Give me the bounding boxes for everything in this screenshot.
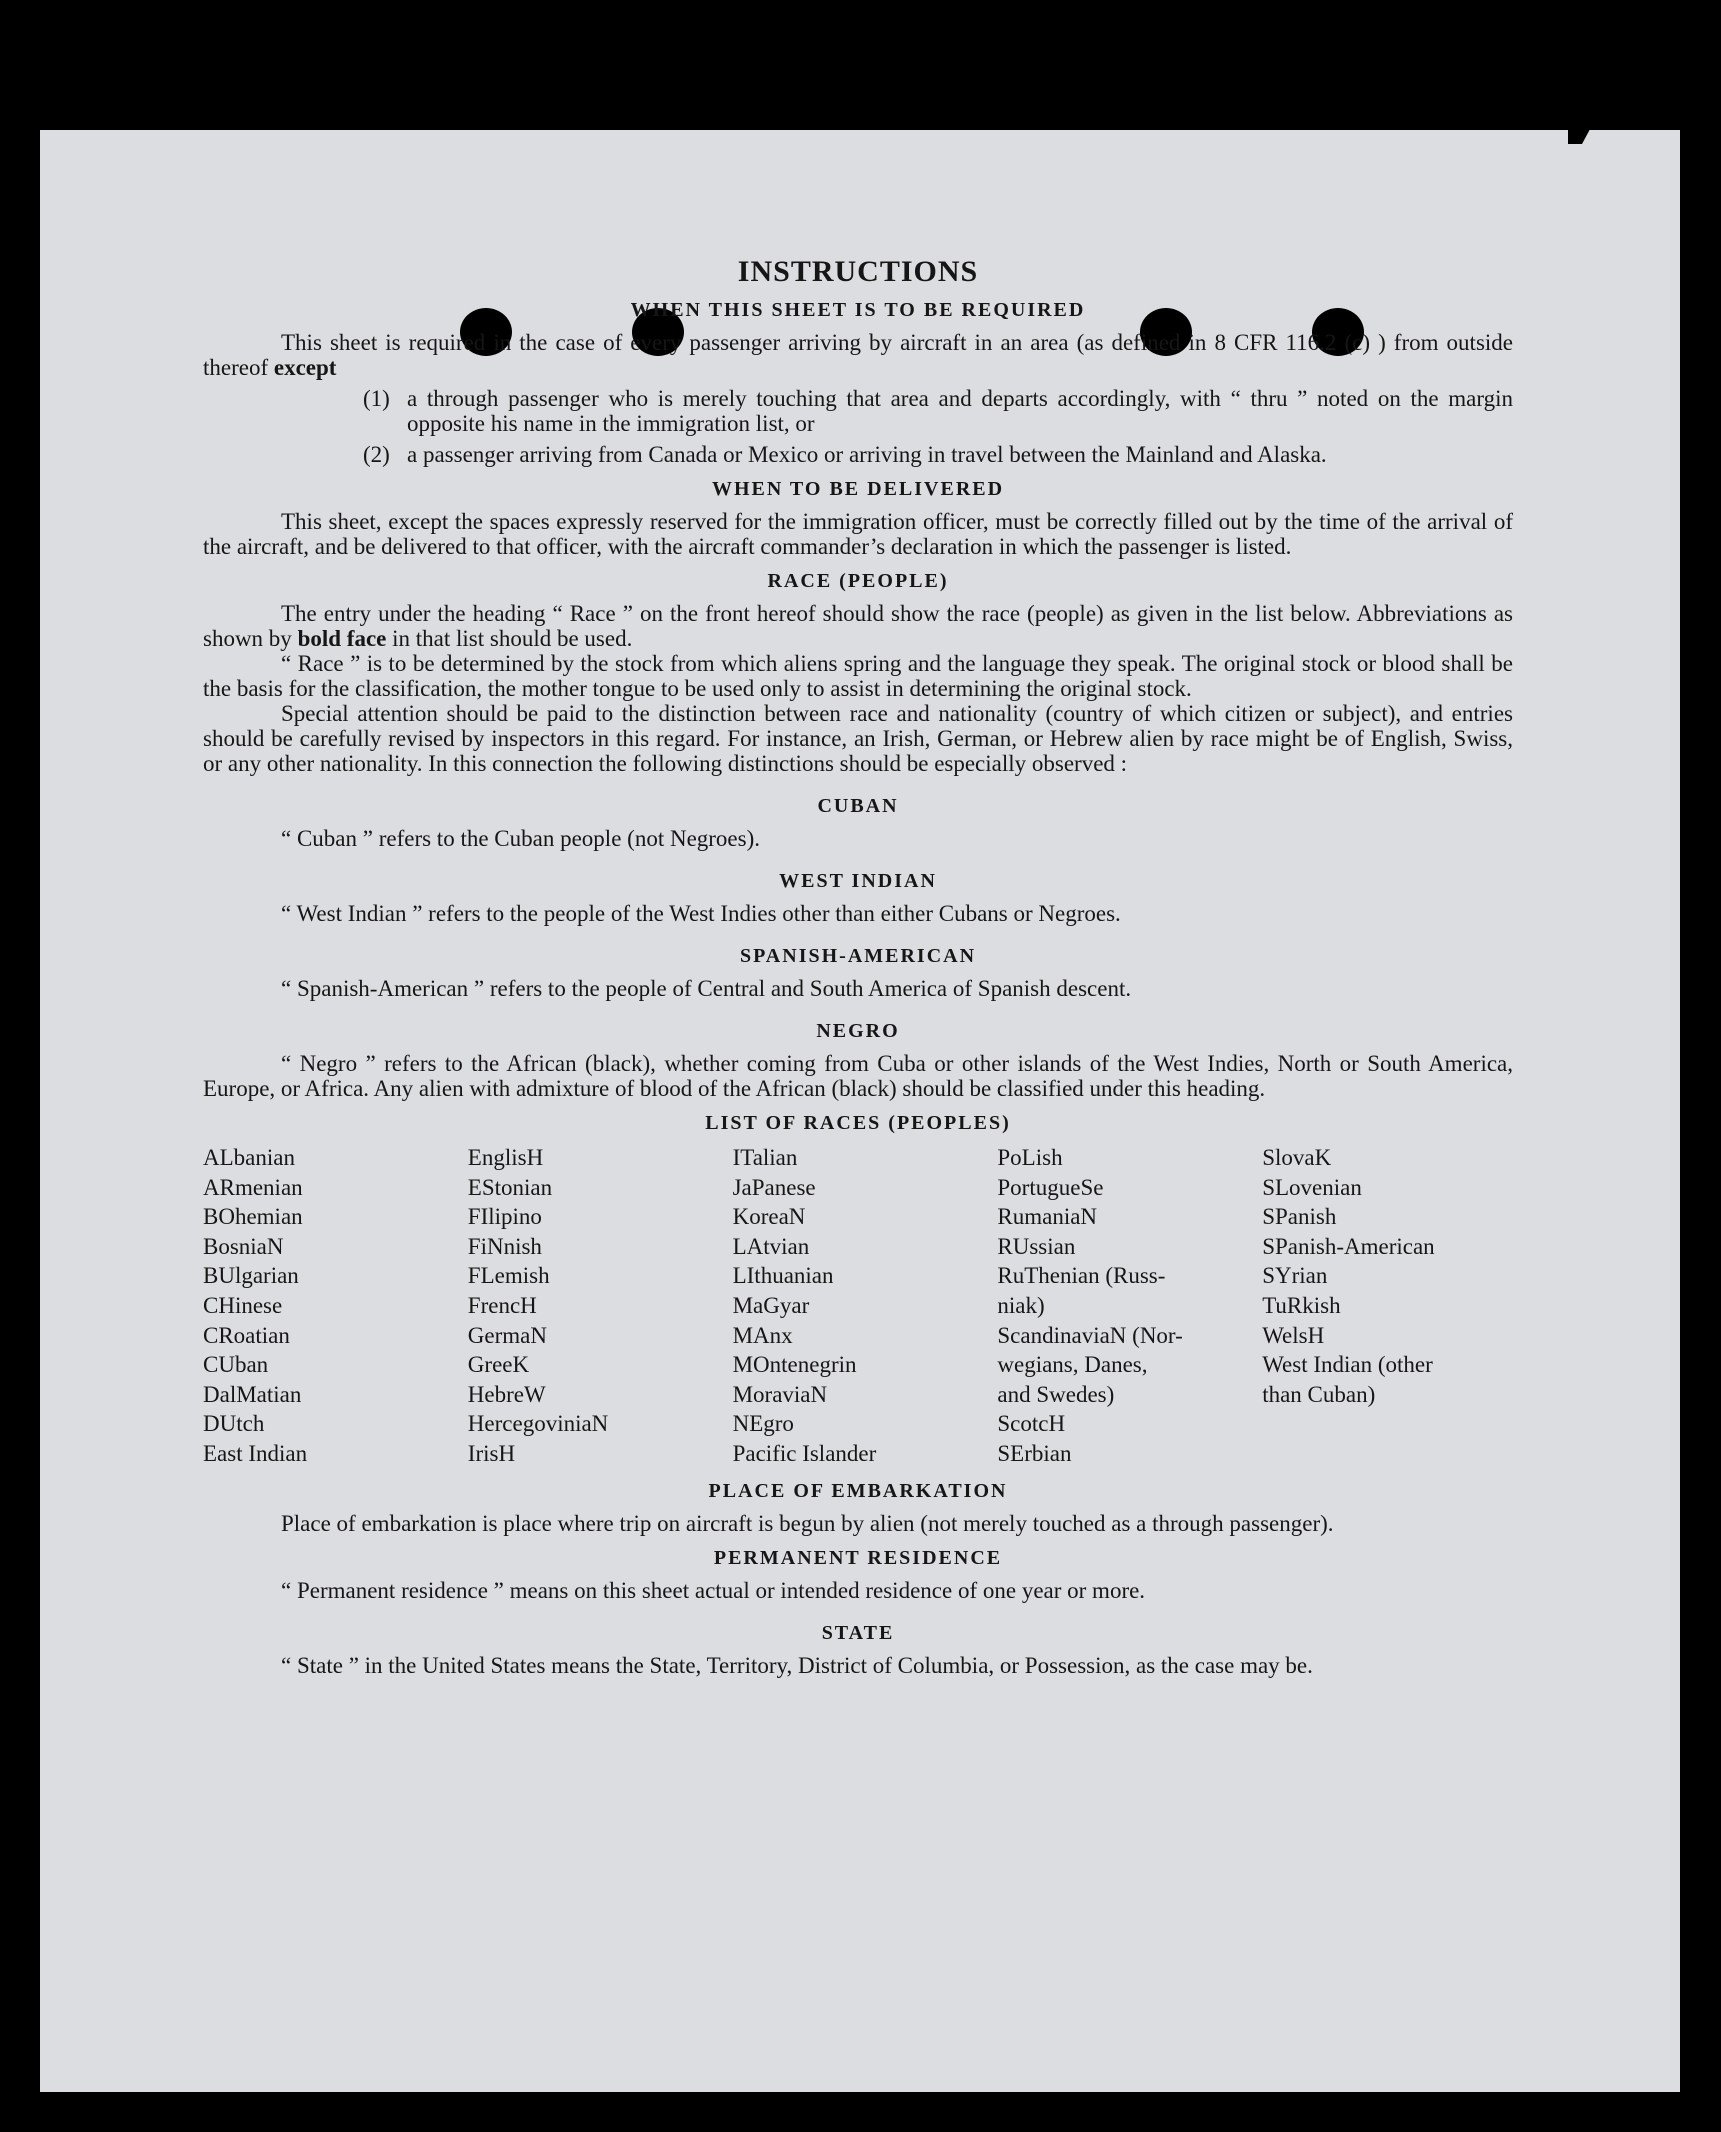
- race-entry: MaGyar: [732, 1292, 810, 1318]
- section-heading-spanish-american: SPANISH-AMERICAN: [739, 945, 977, 967]
- race-entry: SYrian: [1262, 1263, 1328, 1289]
- race-entry: RUssian: [997, 1233, 1076, 1259]
- race-entry: KoreaN: [732, 1204, 806, 1230]
- race-entry: FrencH: [467, 1292, 537, 1318]
- races-column: [997, 1143, 1248, 1469]
- race-entry: BUlgarian: [203, 1263, 299, 1289]
- state-text: “ State ” in the United States means the State, Territory, District of Columbia, or Possession, as the case may be.: [281, 1652, 1313, 1678]
- race-entry: niak): [997, 1292, 1045, 1318]
- race-entry: SPanish-American: [1262, 1233, 1435, 1259]
- race-entry: West Indian (other: [1262, 1352, 1433, 1378]
- race-entry: HercegoviniaN: [467, 1411, 609, 1437]
- races-column: [468, 1143, 719, 1469]
- race-entry: ScandinaviaN (Nor-: [997, 1322, 1183, 1348]
- race-entry: GreeK: [467, 1352, 530, 1378]
- race-entry: NEgro: [732, 1411, 794, 1437]
- race-entry: ScotcH: [997, 1411, 1066, 1437]
- race-entry: wegians, Danes,: [997, 1352, 1148, 1378]
- race-entry: RumaniaN: [997, 1204, 1098, 1230]
- race-entry: LIthuanian: [732, 1263, 834, 1289]
- race-entry: SErbian: [997, 1440, 1072, 1466]
- spanish-american-text: “ Spanish-American ” refers to the people of Central and South America of Spanish descent.: [281, 976, 1132, 1001]
- race-entry: SPanish: [1262, 1204, 1337, 1230]
- race-entry: DalMatian: [203, 1381, 302, 1407]
- races-column: [1262, 1143, 1513, 1469]
- section-heading-permanent-residence: PERMANENT RESIDENCE: [713, 1546, 1003, 1569]
- race-entry: MOntenegrin: [732, 1352, 857, 1378]
- race-entry: FLemish: [467, 1263, 550, 1289]
- race-entry: SLovenian: [1262, 1174, 1362, 1200]
- race-entry: ALbanian: [203, 1145, 295, 1170]
- race-paragraph-1: The entry under the heading “ Race ” on the front hereof should show the race (people) as given in the list below. Abbreviations as shown by bold face in that list should be used.: [203, 601, 1513, 651]
- race-entry: SlovaK: [1262, 1145, 1332, 1170]
- races-column: [203, 1143, 454, 1469]
- race-entry: CRoatian: [203, 1322, 290, 1348]
- section-heading-state: STATE: [821, 1621, 895, 1644]
- cuban-text: “ Cuban ” refers to the Cuban people (not Negroes).: [281, 826, 761, 851]
- race-entry: TuRkish: [1262, 1292, 1341, 1318]
- race-entry: Pacific Islander: [732, 1440, 877, 1466]
- section-heading-negro: NEGRO: [816, 1020, 900, 1042]
- race-entry: PoLish: [997, 1145, 1063, 1170]
- race-entry: ARmenian: [203, 1174, 303, 1200]
- race-entry: BOhemian: [203, 1204, 303, 1230]
- instructions-content: [203, 256, 1513, 1678]
- race-entry: East Indian: [203, 1440, 308, 1466]
- race-entry: HebreW: [467, 1381, 546, 1407]
- race-entry: than Cuban): [1262, 1381, 1376, 1407]
- races-list: [203, 1143, 1513, 1469]
- race-entry: and Swedes): [997, 1381, 1115, 1407]
- west-indian-text: “ West Indian ” refers to the people of the West Indies other than either Cubans or Negroes.: [281, 901, 1121, 926]
- race-entry: LAtvian: [732, 1233, 810, 1259]
- race-entry: MoraviaN: [732, 1381, 828, 1407]
- section-heading-when-delivered: WHEN TO BE DELIVERED: [711, 478, 1005, 500]
- place-of-embarkation-text: Place of embarkation is place where trip on aircraft is begun by alien (not merely touched as a through passenger).: [281, 1510, 1334, 1536]
- race-entry: CUban: [203, 1352, 269, 1378]
- race-entry: DUtch: [203, 1411, 265, 1437]
- race-paragraph-2: “ Race ” is to be determined by the stock from which aliens spring and the language they speak. The original stock or blood shall be the basis for the classification, the mother tongue to be used only to assist in determining the original stock.: [203, 651, 1513, 701]
- page-title: INSTRUCTIONS: [737, 255, 979, 288]
- race-entry: FIlipino: [467, 1204, 542, 1230]
- race-paragraph-3: Special attention should be paid to the distinction between race and nationality (country of which citizen or subject), and entries should be carefully revised by inspectors in this regard. For instance, an Irish, German, or Hebrew alien by race might be of English, Swiss, or any other nationality. In this connection the following distinctions should be especially observed :: [203, 701, 1513, 776]
- when-delivered-text: This sheet, except the spaces expressly reserved for the immigration officer, must be correctly filled out by the time of the arrival of the aircraft, and be delivered to that officer, with the aircraft commander’s declaration in which the passenger is listed.: [203, 509, 1513, 559]
- race-entry: EStonian: [467, 1174, 553, 1200]
- page-corner-mark: [1568, 118, 1596, 144]
- race-entry: ITalian: [732, 1145, 798, 1170]
- race-entry: JaPanese: [732, 1174, 816, 1200]
- section-heading-place-of-embarkation: PLACE OF EMBARKATION: [708, 1479, 1008, 1502]
- race-entry: PortugueSe: [997, 1174, 1104, 1200]
- section-heading-cuban: CUBAN: [817, 795, 899, 817]
- race-entry: GermaN: [467, 1322, 547, 1348]
- section-heading-race: RACE (PEOPLE): [767, 570, 949, 592]
- when-required-intro: This sheet is required in the case of every passenger arriving by aircraft in an area (as defined in 8 CFR 116.2 (c) ) from outside thereof except: [203, 330, 1513, 380]
- race-entry: WelsH: [1262, 1322, 1325, 1348]
- section-heading-when-required: WHEN THIS SHEET IS TO BE REQUIRED: [630, 299, 1086, 321]
- race-entry: RuThenian (Russ-: [997, 1263, 1166, 1289]
- race-entry: EnglisH: [467, 1145, 544, 1170]
- exception-item: (2) a passenger arriving from Canada or Mexico or arriving in travel between the Mainland and Alaska.: [363, 442, 1327, 467]
- race-entry: MAnx: [732, 1322, 793, 1348]
- race-entry: CHinese: [203, 1292, 283, 1318]
- permanent-residence-text: “ Permanent residence ” means on this sheet actual or intended residence of one year or more.: [281, 1577, 1146, 1603]
- race-entry: BosniaN: [203, 1233, 284, 1259]
- negro-text: “ Negro ” refers to the African (black), whether coming from Cuba or other islands of the West Indies, North or South America, Europe, or Africa. Any alien with admixture of blood of the African (black) should be classified under this heading.: [203, 1051, 1513, 1101]
- races-column: [733, 1143, 984, 1469]
- section-heading-west-indian: WEST INDIAN: [779, 870, 937, 892]
- race-entry: FiNnish: [467, 1233, 542, 1259]
- race-entry: IrisH: [467, 1440, 516, 1466]
- exception-item: (1) a through passenger who is merely touching that area and departs accordingly, with “ thru ” noted on the margin opposite his name in the immigration list, or: [363, 386, 1513, 436]
- section-heading-list-of-races: LIST OF RACES (PEOPLES): [705, 1112, 1011, 1134]
